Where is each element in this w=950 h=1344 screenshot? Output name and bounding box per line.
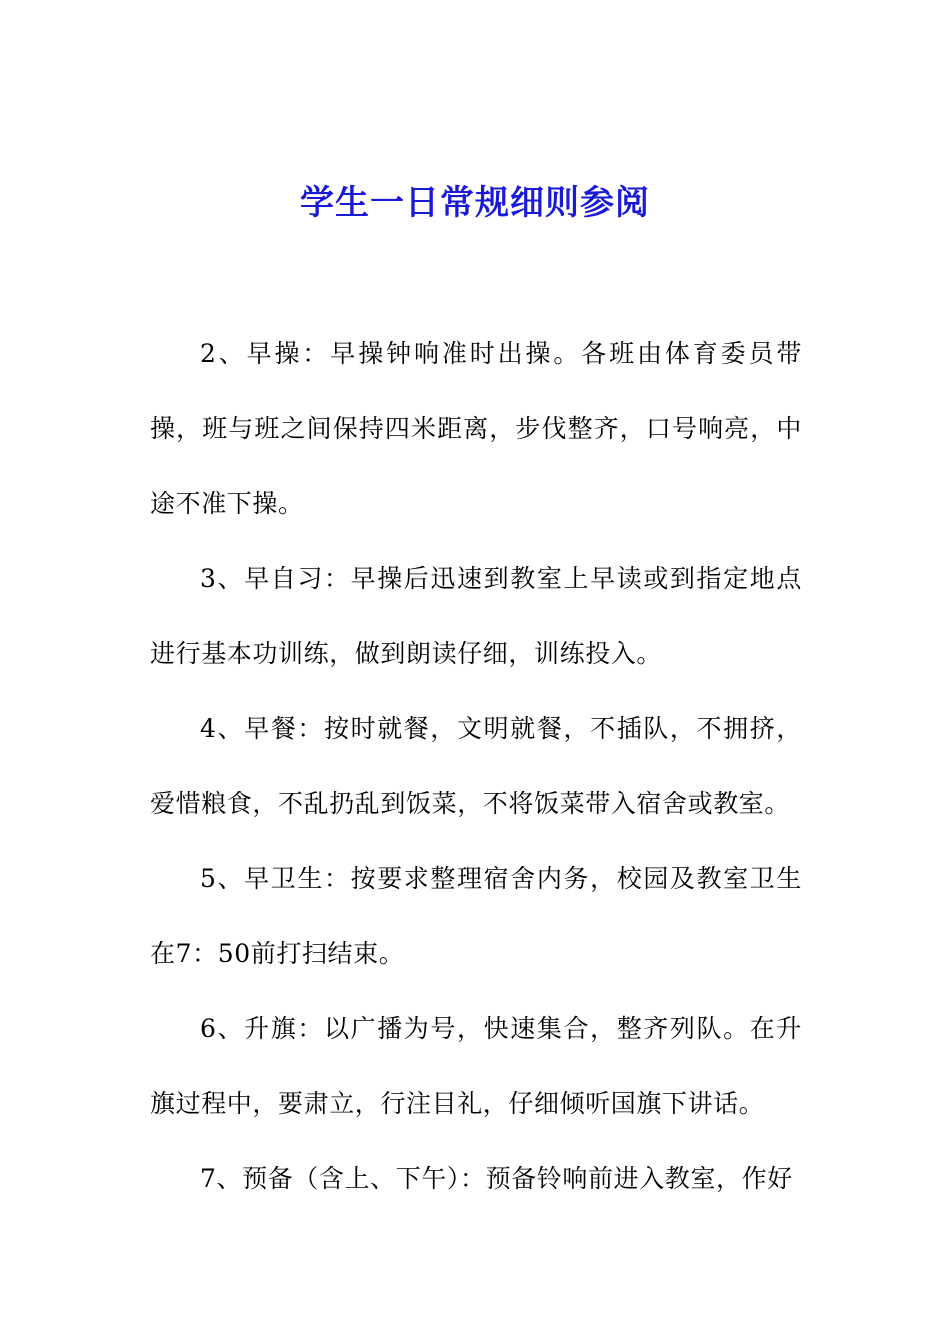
paragraph-flag-raising: 6、升旗：以广播为号，快速集合，整齐列队。在升旗过程中，要肃立，行注目礼，仔细倾听国旗下讲话。 [150, 1014, 802, 1118]
document-title: 学生一日常规细则参阅 [300, 183, 650, 223]
paragraph-preparation: 7、预备（含上、下午）：预备铃响前进入教室，作好 [200, 1164, 793, 1193]
paragraph-breakfast: 4、早餐：按时就餐，文明就餐，不插队，不拥挤，爱惜粮食，不乱扔乱到饭菜，不将饭菜带入宿舍或教室。 [150, 714, 802, 818]
paragraph-morning-cleaning: 5、早卫生：按要求整理宿舍内务，校园及教室卫生在7：50前打扫结束。 [150, 864, 802, 968]
paragraph-morning-study: 3、早自习：早操后迅速到教室上早读或到指定地点进行基本功训练，做到朗读仔细，训练投入。 [150, 564, 802, 668]
document-body [150, 316, 802, 1216]
paragraph-morning-exercise: 2、早操：早操钟响准时出操。各班由体育委员带操，班与班之间保持四米距离，步伐整齐，口号响亮，中途不准下操。 [150, 339, 802, 518]
